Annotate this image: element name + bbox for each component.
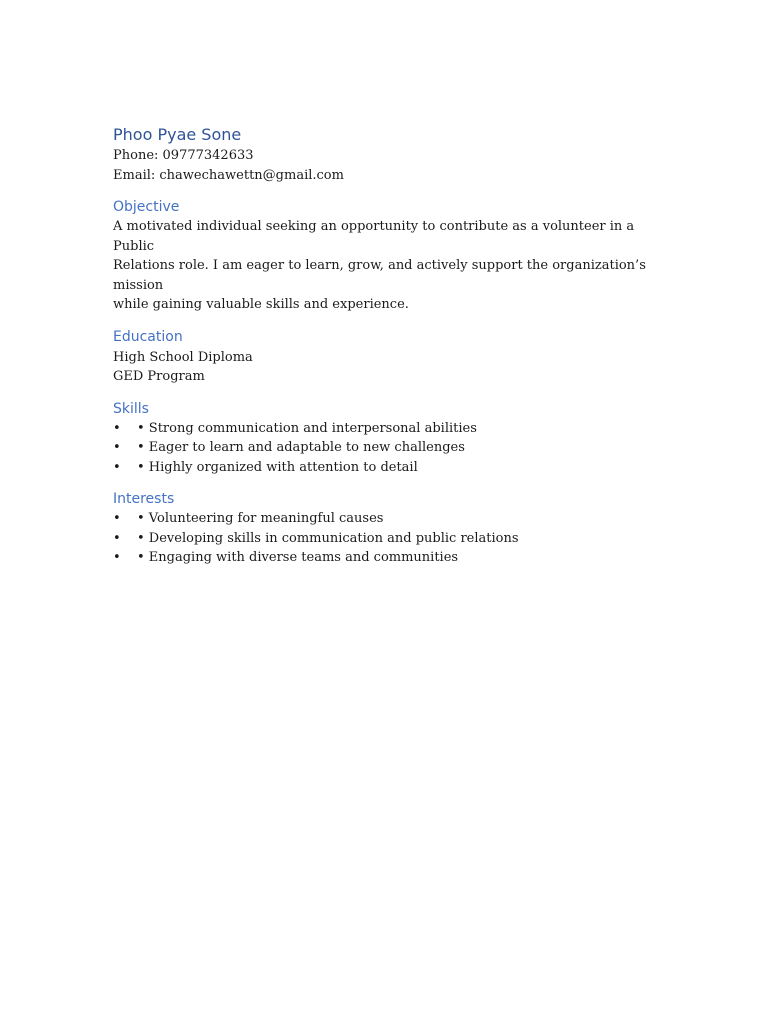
skills-heading: Skills bbox=[113, 400, 149, 417]
objective-section bbox=[113, 197, 653, 315]
education-section bbox=[113, 327, 653, 387]
phone-line: Phone: 09777342633 bbox=[113, 148, 254, 163]
list-item bbox=[113, 548, 653, 568]
list-item bbox=[113, 438, 653, 458]
bullet-icon: • bbox=[113, 440, 121, 455]
objective-line: while gaining valuable skills and experience. bbox=[113, 297, 409, 312]
interests-list bbox=[113, 509, 653, 568]
interests-section bbox=[113, 489, 653, 568]
objective-heading: Objective bbox=[113, 199, 180, 215]
list-item bbox=[113, 458, 653, 478]
interest-text: • Developing skills in communication and public relations bbox=[137, 530, 519, 546]
list-item bbox=[113, 529, 653, 549]
objective-paragraph bbox=[113, 217, 653, 315]
resume-content bbox=[113, 124, 653, 568]
interest-text: • Engaging with diverse teams and communities bbox=[137, 550, 459, 565]
education-item: GED Program bbox=[113, 369, 205, 384]
skills-section bbox=[113, 399, 653, 478]
list-item bbox=[113, 509, 653, 529]
resume-name: Phoo Pyae Sone bbox=[113, 125, 242, 144]
interests-heading: Interests bbox=[113, 491, 175, 507]
objective-line: A motivated individual seeking an opportunity to contribute as a volunteer in a Public bbox=[113, 219, 635, 254]
education-item: High School Diploma bbox=[113, 349, 253, 365]
skill-text: • Highly organized with attention to detail bbox=[137, 459, 418, 475]
bullet-icon: • bbox=[113, 550, 121, 565]
interest-text: • Volunteering for meaningful causes bbox=[137, 511, 384, 526]
skill-text: • Strong communication and interpersonal abilities bbox=[137, 420, 477, 436]
education-heading: Education bbox=[113, 328, 183, 345]
bullet-icon: • bbox=[113, 530, 121, 546]
email-line: Email: chawechawettn@gmail.com bbox=[113, 167, 344, 183]
bullet-icon: • bbox=[113, 459, 121, 475]
list-item bbox=[113, 419, 653, 439]
bullet-icon: • bbox=[113, 420, 121, 436]
skills-list bbox=[113, 419, 653, 478]
skill-text: • Eager to learn and adaptable to new challenges bbox=[137, 440, 465, 455]
bullet-icon: • bbox=[113, 511, 121, 526]
header-block bbox=[113, 124, 653, 185]
objective-line: Relations role. I am eager to learn, grow, and actively support the organization’s mission bbox=[113, 258, 646, 293]
education-list bbox=[113, 348, 653, 387]
